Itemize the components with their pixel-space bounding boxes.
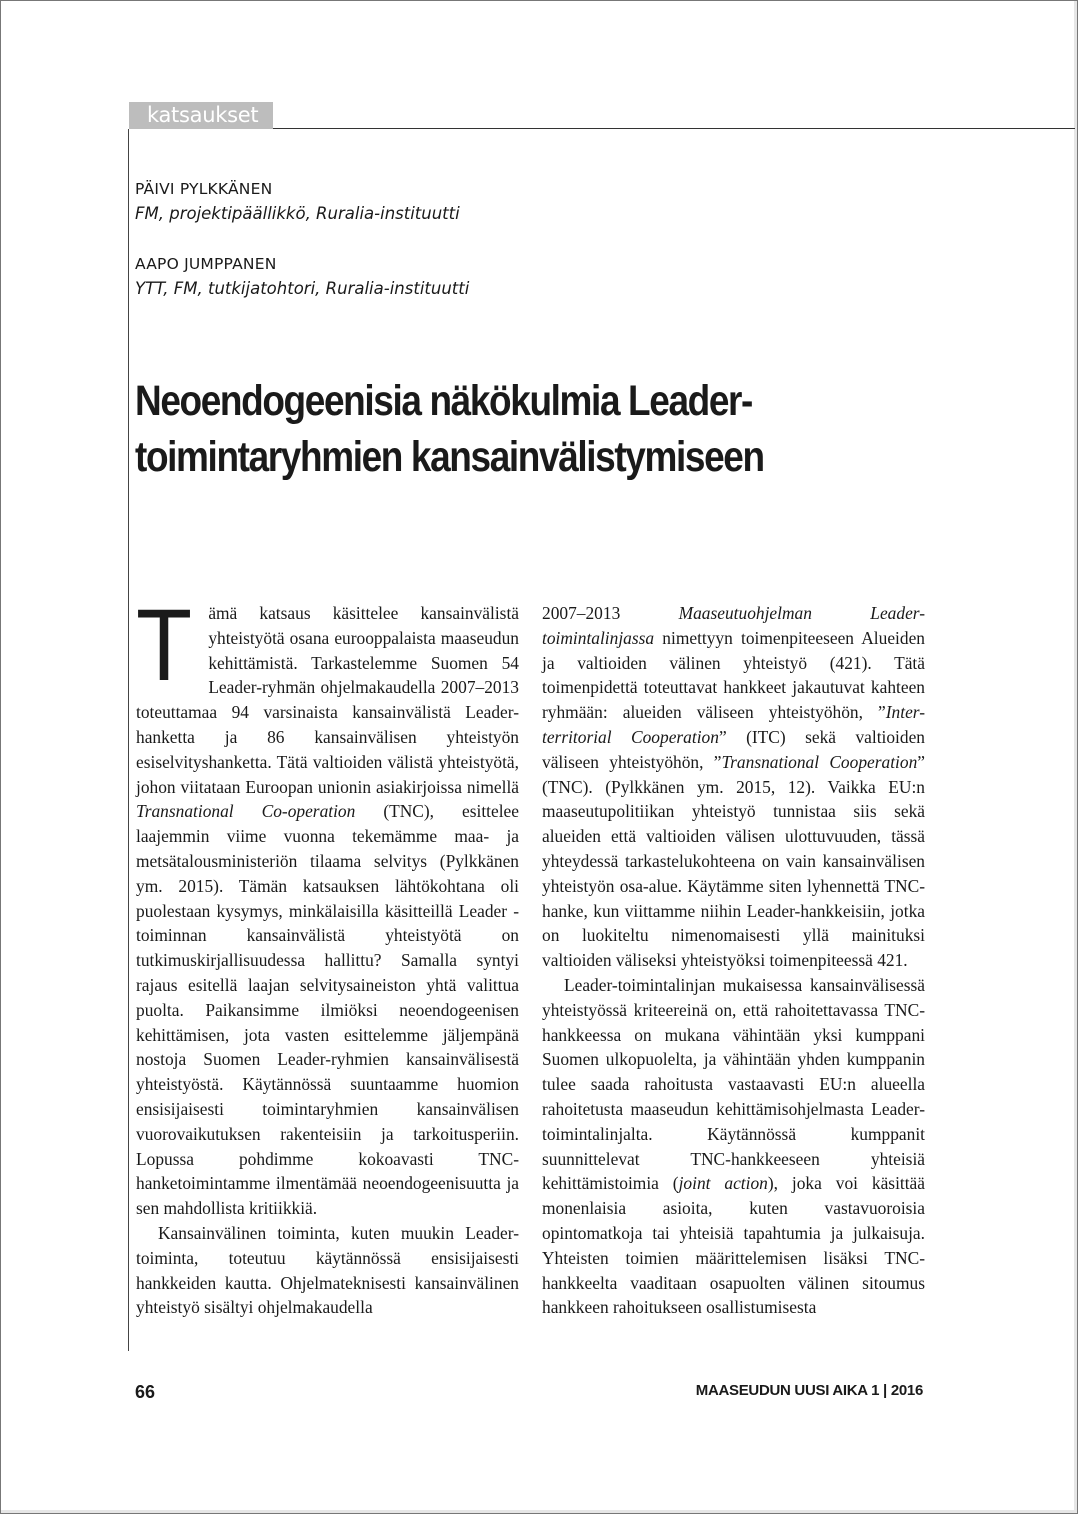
section-rule xyxy=(273,128,1075,129)
italic-term: Transnational Co-operation xyxy=(136,801,356,822)
paragraph-text: 2007–2013 xyxy=(542,603,679,623)
title-line-2: toimintaryhmien kansainvälistymiseen xyxy=(135,433,764,481)
paragraph xyxy=(542,973,925,1320)
italic-term: Inter-territorial Cooperation xyxy=(542,702,925,747)
body-column-left xyxy=(136,588,519,1320)
author-role-2: YTT, FM, tutkijatohtori, Ruralia-instituutti xyxy=(135,279,470,298)
paragraph xyxy=(542,601,925,973)
paragraph-text: (TNC), esittelee laajemmin viime vuonna tekemämme maa- ja metsätalousministeriön tilaama selvitys (Pylkkänen ym. 2015). Tämän katsauksen lähtökohtana oli puolestaan kysymys, minkälaisilla käsitteillä Leader -toiminnan kansainvälistä yhteistyötä on tutkimuskirjallisuudessa hallittu? Samalla syntyi rajaus esitellä laajan selvitysaineiston yhtä valittua puolta. Paikansimme ilmiöksi neoendogeenisen kehittämisen, jota vasten esittelemme jäljempänä nostoja Suomen Leader-ryhmien kansainvälisestä yhteistyöstä. Käytännössä suuntaamme huomion ensisijaisesti toimintaryhmien kansainvälisen vuorovaikutuksen rakenteisiin ja tarkoitusperiin. Lopussa pohdimme kokoavasti TNC-hanketoimintamme ilmentämää neoendogeenisuutta ja sen mahdollista kritiikkiä. xyxy=(136,801,519,1219)
article-title xyxy=(135,373,909,485)
italic-term: Maaseutuohjelman Leader-toimintalinjassa xyxy=(542,603,925,648)
dropcap: T xyxy=(136,588,193,702)
body-column-right xyxy=(542,601,925,1320)
journal-issue: MAASEUDUN UUSI AIKA 1 | 2016 xyxy=(695,1382,923,1399)
paragraph-text: ), joka voi käsittää monenlaisia asioita, kuten vastavuoroisia opintomatkoja tai yhteisiä tapahtumia ja julkaisuja. Yhteisten toimien määrittelemisen lisäksi TNC-hankkeelta vaaditaan osapuolten välinen sitoumus hankkeen rahoitukseen osallistumisesta xyxy=(542,1173,925,1318)
author-name-2: AAPO JUMPPANEN xyxy=(135,255,277,273)
margin-rule xyxy=(128,129,129,1351)
paragraph-text: ämä katsaus käsittelee kansainvälistä yhteistyötä osana eurooppalaista maaseudun kehittämistä. Tarkastelemme Suomen 54 Leader-ryhmän ohjelmakaudella 2007–2013 toteuttamaa 94 varsinaista kansainvälistä Leader-hanketta ja 86 kansainvälisen yhteistyön esiselvityshanketta. Tätä valtioiden välistä yhteistyötä, johon viitataan Euroopan unionin asiakirjoissa nimellä xyxy=(136,603,519,797)
paragraph: Kansainvälinen toiminta, kuten muukin Leader-toiminta, toteutuu käytännössä ensisijaisesti hankkeiden kautta. Ohjelmateknisesti kansainvälinen yhteistyö sisältyi ohjelmakaudella xyxy=(136,1222,519,1318)
paragraph-text: ” (ITC) sekä valtioiden väliseen yhteistyöhön, ” xyxy=(542,726,925,772)
paragraph-text: nimettyyn toimenpiteeseen Alueiden ja valtioiden välinen yhteistyö (421). Tätä toimenpidettä toteuttavat hankkeet jakautuvat kahteen ryhmään: alueiden väliseen yhteistyöhön, ” xyxy=(542,627,925,723)
paragraph-text: Leader-toimintalinjan mukaisessa kansainvälisessä yhteistyössä kriteereinä on, että rahoitettavassa TNC-hankkeessa on mukana vähintään yksi kumppani Suomen ulkopuolelta, ja vähintään yhden kumppanin tulee saada rahoitusta vastaavasti EU:n alueella rahoitetusta maaseudun kehittämisohjelmasta Leader-toimintalinjalta. Käytännössä kumppanit suunnittelevat TNC-hankkeeseen yhteisiä kehittämistoimia ( xyxy=(542,974,925,1194)
paragraph-text: ” (TNC). (Pylkkänen ym. 2015, 12). Vaikka EU:n maaseutupolitiikan yhteistyö tunnistaa siis sekä alueiden että valtioiden välisen ulottuvuuden, tässä yhteydessä tarkastelukohteena on vain kansainvälisen yhteistyön osa-alue. Käytämme siten lyhennettä TNC-hanke, kun viittamme niihin Leader-hankkeisiin, jotka on luokiteltu nimenomaisesti yllä mainituksi valtioiden väliseksi yhteistyöksi toimenpiteessä 421. xyxy=(542,751,925,971)
section-label: katsaukset xyxy=(129,102,273,129)
italic-term: Transnational Cooperation xyxy=(721,751,918,772)
author-name-1: PÄIVI PYLKKÄNEN xyxy=(135,180,273,198)
paragraph xyxy=(136,588,519,1221)
author-role-1: FM, projektipäällikkö, Ruralia-instituutti xyxy=(135,204,460,223)
italic-term: joint action xyxy=(678,1173,768,1194)
page-number: 66 xyxy=(135,1382,156,1402)
title-line-1: Neoendogeenisia näkökulmia Leader- xyxy=(135,377,753,425)
